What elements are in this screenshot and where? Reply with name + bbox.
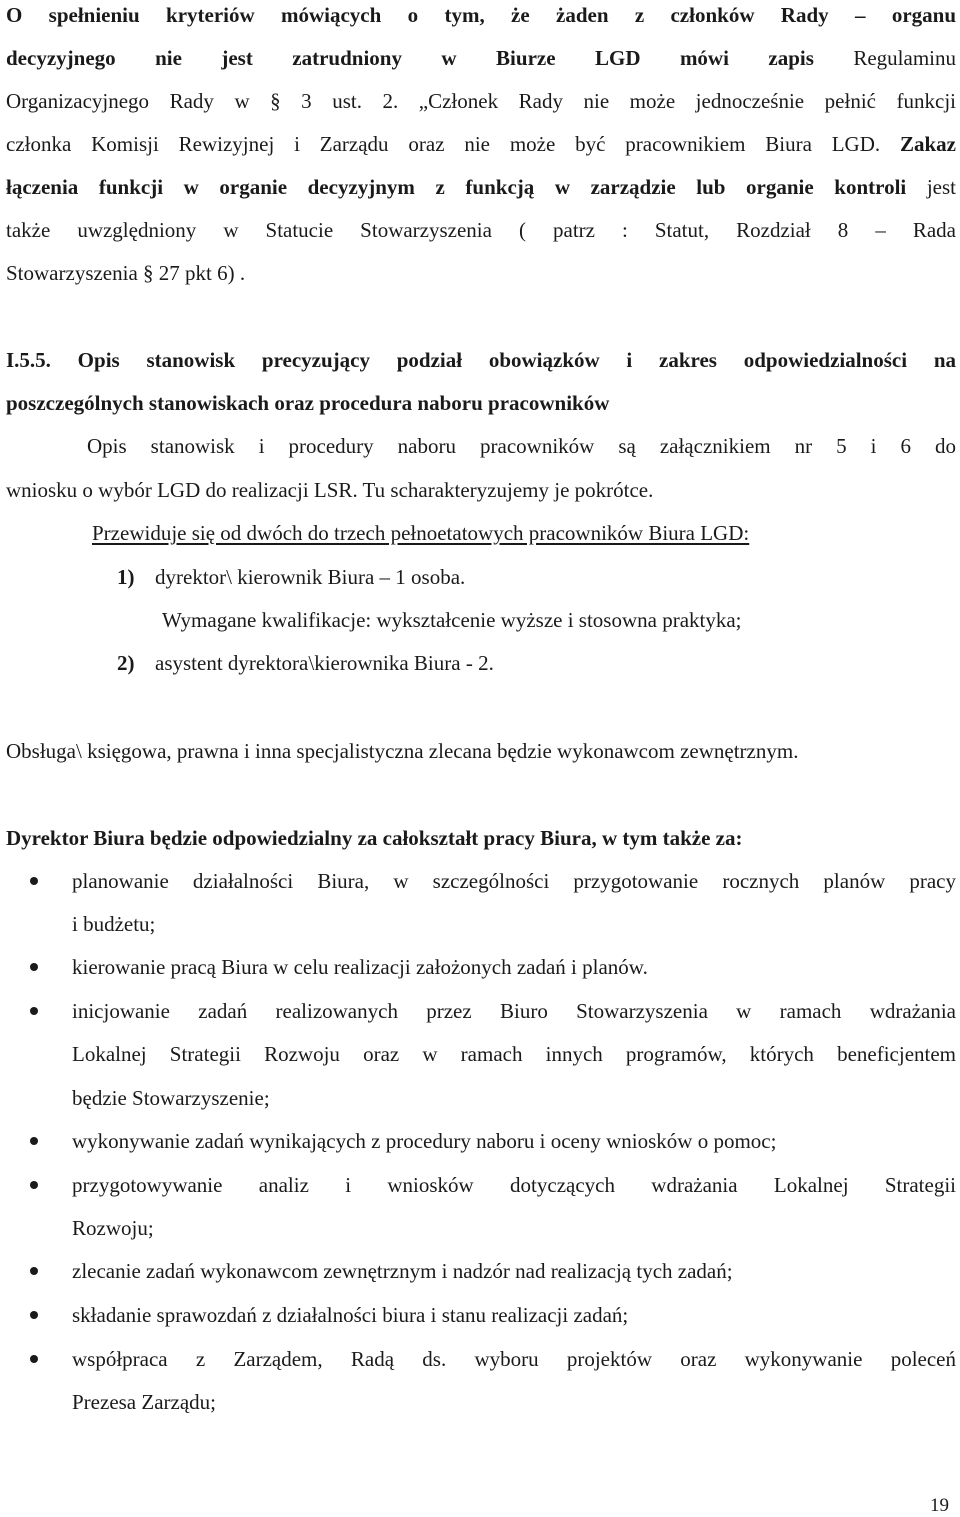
intro-line-4 [6,131,956,157]
bullet-dot-icon [30,963,38,971]
bullet-3-line-3: będzie Stowarzyszenie; [72,1086,270,1110]
bullet-dot-icon [30,877,38,885]
bullet-8-line-1: współpraca z Zarządem, Radą ds. wyboru projektów oraz wykonywanie poleceń [72,1347,956,1371]
bullet-4-line-1: wykonywanie zadań wynikających z procedury naboru i oceny wniosków o pomoc; [72,1129,777,1153]
bullet-dot-icon [30,1267,38,1275]
bullet-3-line-2: Lokalnej Strategii Rozwoju oraz w ramach innych programów, których beneficjentem [72,1042,956,1066]
bullet-2-line-1: kierowanie pracą Biura w celu realizacji założonych zadań i planów. [72,955,648,979]
intro-line-2-rest: Regulaminu [813,46,956,70]
item-1-text: dyrektor\ kierownik Biura – 1 osoba. [155,565,466,589]
item-1-note: Wymagane kwalifikacje: wykształcenie wyższe i stosowna praktyka; [162,608,742,632]
paragraph-4: Dyrektor Biura będzie odpowiedzialny za całokształt pracy Biura, w tym także za: [6,826,743,850]
bullet-5-line-2: Rozwoju; [72,1216,154,1240]
bullet-dot-icon [30,1311,38,1319]
bullet-6-line-1: zlecanie zadań wykonawcom zewnętrznym i nadzór nad realizacją tych zadań; [72,1259,733,1283]
paragraph-3: Obsługa\ księgowa, prawna i inna specjalistyczna zlecana będzie wykonawcom zewnętrznym. [6,739,799,763]
intro-line-4-bold: Zakaz [899,132,956,156]
item-1-number: 1) [117,565,135,589]
intro-line-5-bold: łączenia funkcji w organie decyzyjnym z funkcją w zarządzie lub organie kontroli [6,175,907,199]
intro-line-2-bold: decyzyjnego nie jest zatrudniony w Biurze LGD mówi zapis [6,46,814,70]
intro-line-1: O spełnieniu kryteriów mówiących o tym, że żaden z członków Rady – organu [6,3,956,27]
bullet-3-line-1: inicjowanie zadań realizowanych przez Biuro Stowarzyszenia w ramach wdrażania [72,999,956,1023]
section-heading-line-2: poszczególnych stanowiskach oraz procedura naboru pracowników [6,391,610,415]
bullet-dot-icon [30,1355,38,1363]
intro-line-2 [6,45,956,71]
bullet-dot-icon [30,1181,38,1189]
intro-line-7: Stowarzyszenia § 27 pkt 6) . [6,261,246,285]
intro-line-3: Organizacyjnego Rady w § 3 ust. 2. „Członek Rady nie może jednocześnie pełnić funkcji [6,89,956,113]
item-2-text: asystent dyrektora\kierownika Biura - 2. [155,651,494,675]
paragraph-2: Przewiduje się od dwóch do trzech pełnoetatowych pracowników Biura LGD: [92,521,750,545]
bullet-1-line-2: i budżetu; [72,912,156,936]
paragraph-1-line-2: wniosku o wybór LGD do realizacji LSR. Tu scharakteryzujemy je pokrótce. [6,478,654,502]
bullet-dot-icon [30,1137,38,1145]
bullet-7-line-1: składanie sprawozdań z działalności biura i stanu realizacji zadań; [72,1303,629,1327]
bullet-dot-icon [30,1007,38,1015]
bullet-5-line-1: przygotowywanie analiz i wniosków dotyczących wdrażania Lokalnej Strategii [72,1173,956,1197]
intro-line-4-normal: członka Komisji Rewizyjnej i Zarządu oraz nie może być pracownikiem Biura LGD. [6,132,900,156]
paragraph-1-line-1: Opis stanowisk i procedury naboru pracowników są załącznikiem nr 5 i 6 do [87,434,956,458]
bullet-1-line-1: planowanie działalności Biura, w szczególności przygotowanie rocznych planów pracy [72,869,956,893]
bullet-8-line-2: Prezesa Zarządu; [72,1390,216,1414]
page-number: 19 [930,1495,949,1516]
intro-line-6: także uwzględniony w Statucie Stowarzyszenia ( patrz : Statut, Rozdział 8 – Rada [6,218,956,242]
intro-line-5 [6,174,956,200]
intro-line-5-rest: jest [906,175,956,199]
item-2-number: 2) [117,651,135,675]
section-heading-line-1: I.5.5. Opis stanowisk precyzujący podział obowiązków i zakres odpowiedzialności na [6,348,956,372]
